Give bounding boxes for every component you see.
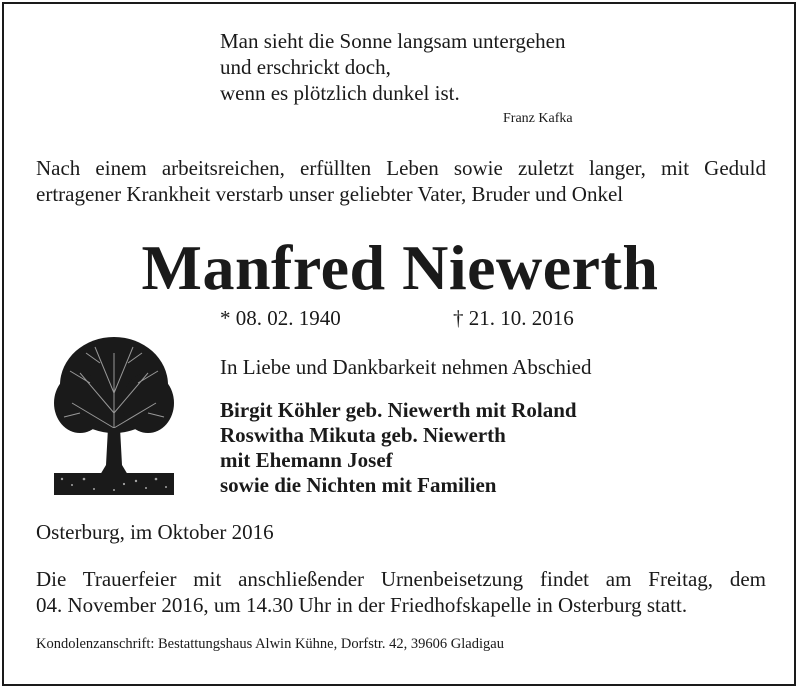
family-member: mit Ehemann Josef: [220, 448, 393, 472]
poem-quote: [220, 28, 565, 106]
deceased-name: Manfred Niewerth: [141, 232, 659, 303]
death-date: † 21. 10. 2016: [453, 306, 574, 330]
birth-date: * 08. 02. 1940: [220, 306, 341, 330]
ceremony-line: 04. November 2016, um 14.30 Uhr in der Friedhofskapelle in Osterburg statt.: [36, 593, 688, 617]
family-member: sowie die Nichten mit Familien: [220, 473, 497, 497]
poem-line: Man sieht die Sonne langsam untergehen: [220, 29, 566, 53]
tree-icon: [50, 333, 178, 495]
family-list: [220, 398, 577, 498]
ceremony-line: Die Trauerfeier mit anschließender Urnenbeisetzung findet am Freitag, dem: [36, 567, 766, 591]
poem-author: Franz Kafka: [503, 111, 573, 126]
intro-text: [36, 155, 766, 207]
farewell-text: In Liebe und Dankbarkeit nehmen Abschied: [220, 355, 592, 379]
intro-line: Nach einem arbeitsreichen, erfüllten Leben sowie zuletzt langer, mit Geduld: [36, 156, 766, 180]
place-date: Osterburg, im Oktober 2016: [36, 520, 274, 544]
poem-line: wenn es plötzlich dunkel ist.: [220, 81, 460, 105]
family-member: Roswitha Mikuta geb. Niewerth: [220, 423, 506, 447]
ceremony-text: [36, 566, 766, 618]
poem-line: und erschrickt doch,: [220, 55, 391, 79]
family-member: Birgit Köhler geb. Niewerth mit Roland: [220, 398, 577, 422]
condolence-address: Kondolenzanschrift: Bestattungshaus Alwin Kühne, Dorfstr. 42, 39606 Gladigau: [36, 636, 504, 652]
intro-line: ertragener Krankheit verstarb unser geliebter Vater, Bruder und Onkel: [36, 182, 624, 206]
